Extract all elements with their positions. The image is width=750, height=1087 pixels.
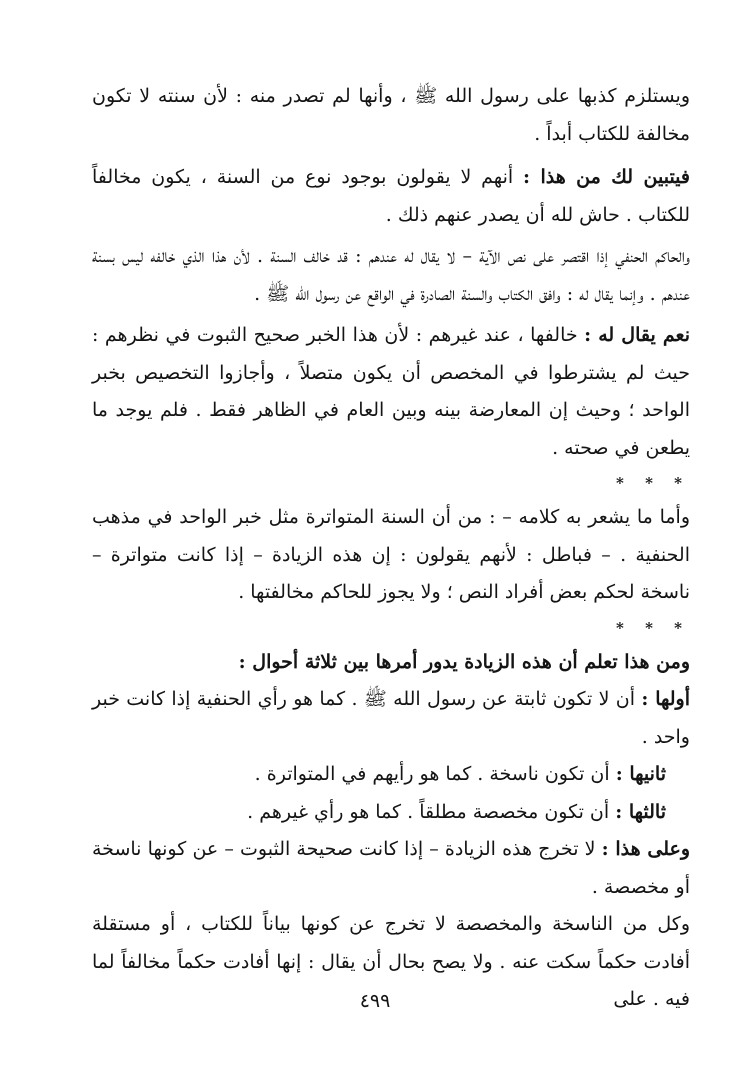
paragraph-6-lead: وعلى هذا : xyxy=(601,838,690,860)
case-3 xyxy=(92,794,690,832)
text-block xyxy=(92,78,690,1019)
case-3-lead: ثالثها : xyxy=(615,800,666,823)
paragraph-6-body: لا تخرج هذه الزيادة – إذا كانت صحيحة الثبوت – عن كونها ناسخة أو مخصصة . xyxy=(92,838,690,898)
paragraph-2 xyxy=(92,159,690,234)
paragraph-4-lead: نعم يقال له : xyxy=(584,324,690,346)
case-1-body: أن لا تكون ثابتة عن رسول الله ﷺ . كما هو رأي الحنفية إذا كانت خبر واحد . xyxy=(92,688,690,748)
section-heading: ومن هذا تعلم أن هذه الزيادة يدور أمرها بين ثلاثة أحوال : xyxy=(238,650,690,673)
section-separator-1: * * * xyxy=(616,474,690,492)
case-1-lead: أولها : xyxy=(641,688,691,710)
paragraph-6 xyxy=(92,831,690,906)
paragraph-7: وكل من الناسخة والمخصصة لا تخرج عن كونها بياناً للكتاب ، أو مستقلة أفادت حكماً سكت عنه . ولا يصح بحال أن يقال : إنها أفادت حكماً مخالفاً لما فيه . على xyxy=(92,913,690,1010)
section-separator-2: * * * xyxy=(616,618,690,637)
paragraph-2-lead: فيتبين لك من هذا : xyxy=(523,166,690,188)
paragraph-4-body: خالفها ، عند غيرهم : لأن هذا الخبر صحيح الثبوت في نظرهم : حيث لم يشترطوا في المخصص أن يكون متصلاً ، وأجازوا التخصيص بخبر الواحد ؛ وحيث إن المعارضة بينه وبين العام في الظاهر فقط . فلم يوجد ما يطعن في صحته . xyxy=(92,324,690,459)
case-1 xyxy=(92,681,690,756)
case-2-body: أن تكون ناسخة . كما هو رأيهم في المتواترة . xyxy=(254,763,610,785)
paragraph-5: وأما ما يشعر به كلامه – : من أن السنة المتواترة مثل خبر الواحد في مذهب الحنفية . – فباطل : لأنهم يقولون : إن هذه الزيادة – إذا كانت متواترة – ناسخة لحكم بعض أفراد النص ؛ ولا يجوز للحاكم مخالفتها . xyxy=(92,506,690,603)
paragraph-4 xyxy=(92,317,690,467)
case-3-body: أن تكون مخصصة مطلقاً . كما هو رأي غيرهم . xyxy=(247,800,610,823)
paragraph-3: والحاكم الحنفي إذا اقتصر على نص الآية – لا يقال له عندهم : قد خالف السنة . لأن هذا الذي خالفه ليس بسنة عندهم . وإنما يقال له : وافق الكتاب والسنة الصادرة في الواقع عن رسول الله ﷺ . xyxy=(92,245,690,305)
case-2-lead: ثانيها : xyxy=(615,763,666,785)
paragraph-2-body: أنهم لا يقولون بوجود نوع من السنة ، يكون مخالفاً للكتاب . حاش لله أن يصدر عنهم ذلك . xyxy=(92,166,690,226)
paragraph-1: ويستلزم كذبها على رسول الله ﷺ ، وأنها لم تصدر منه : لأن سنته لا تكون مخالفة للكتاب أبداً . xyxy=(92,85,690,145)
page-number: ٤٩٩ xyxy=(359,990,391,1012)
case-2 xyxy=(92,756,690,794)
